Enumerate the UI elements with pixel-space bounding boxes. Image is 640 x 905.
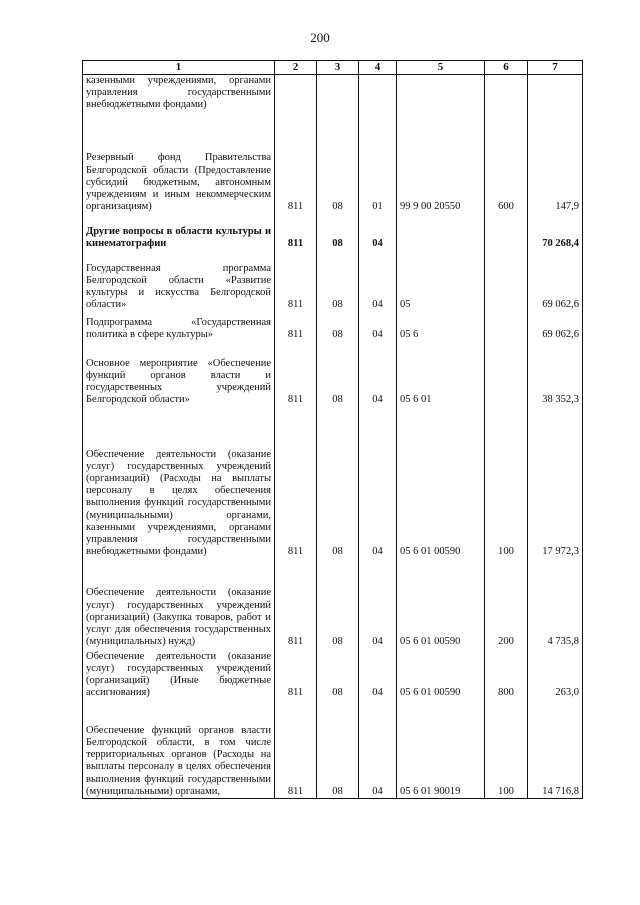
- row-name: Другие вопросы в области культуры и кинематографии: [83, 214, 275, 251]
- page-number: 200: [310, 30, 330, 45]
- row-subsection: [359, 75, 397, 126]
- header-col-3: 3: [317, 61, 359, 75]
- table-row: [83, 214, 583, 251]
- row-name: казенными учреждениями, органами управления государственными внебюджетными фондами): [83, 75, 275, 126]
- row-admin-code: 811: [275, 312, 317, 342]
- row-expense-type: 100: [485, 700, 528, 799]
- row-expense-type: 800: [485, 649, 528, 700]
- row-target-article: 05 6 01 00590: [397, 407, 485, 559]
- row-target-article: 99 9 00 20550: [397, 126, 485, 214]
- row-target-article: [397, 75, 485, 126]
- row-admin-code: 811: [275, 700, 317, 799]
- row-section: 08: [317, 559, 359, 649]
- header-col-4: 4: [359, 61, 397, 75]
- row-name: Обеспечение деятельности (оказание услуг) государственных учреждений (организаций) (Иные бюджетные ассигнования): [83, 649, 275, 700]
- row-subsection: 04: [359, 559, 397, 649]
- row-target-article: 05 6 01 00590: [397, 649, 485, 700]
- budget-table: [82, 60, 583, 799]
- table-row: [83, 75, 583, 126]
- row-target-article: 05 6 01: [397, 342, 485, 407]
- row-amount: 147,9: [528, 126, 583, 214]
- header-col-5: 5: [397, 61, 485, 75]
- row-subsection: 04: [359, 214, 397, 251]
- row-amount: 14 716,8: [528, 700, 583, 799]
- row-expense-type: [485, 342, 528, 407]
- row-section: 08: [317, 214, 359, 251]
- row-section: 08: [317, 649, 359, 700]
- row-section: 08: [317, 126, 359, 214]
- row-amount: 70 268,4: [528, 214, 583, 251]
- row-name: Обеспечение деятельности (оказание услуг) государственных учреждений (организаций) (Расходы на выплаты персоналу в целях обеспечения выполнения функций государственными (муниципальными) органами, казенными учреждениями, органами управления государственными внебюджетными фондами): [83, 407, 275, 559]
- row-subsection: 04: [359, 251, 397, 312]
- row-section: 08: [317, 312, 359, 342]
- row-amount: 69 062,6: [528, 251, 583, 312]
- table-row: [83, 342, 583, 407]
- row-admin-code: 811: [275, 559, 317, 649]
- table-row: [83, 700, 583, 799]
- row-expense-type: [485, 75, 528, 126]
- row-expense-type: [485, 251, 528, 312]
- row-amount: 4 735,8: [528, 559, 583, 649]
- row-name: Государственная программа Белгородской области «Развитие культуры и искусства Белгородской области»: [83, 251, 275, 312]
- row-amount: [528, 75, 583, 126]
- table-row: [83, 559, 583, 649]
- row-admin-code: [275, 75, 317, 126]
- row-subsection: 04: [359, 407, 397, 559]
- row-name: Резервный фонд Правительства Белгородской области (Предоставление субсидий бюджетным, автономным учреждениям и иным некоммерческим организациям): [83, 126, 275, 214]
- row-name: Основное мероприятие «Обеспечение функций органов власти и государственных учреждений Белгородской области»: [83, 342, 275, 407]
- row-amount: 17 972,3: [528, 407, 583, 559]
- row-expense-type: 600: [485, 126, 528, 214]
- row-amount: 38 352,3: [528, 342, 583, 407]
- row-expense-type: [485, 312, 528, 342]
- row-amount: 263,0: [528, 649, 583, 700]
- header-col-1: 1: [83, 61, 275, 75]
- table-row: [83, 312, 583, 342]
- row-admin-code: 811: [275, 342, 317, 407]
- row-admin-code: 811: [275, 251, 317, 312]
- header-col-7: 7: [528, 61, 583, 75]
- table-row: [83, 126, 583, 214]
- row-target-article: 05: [397, 251, 485, 312]
- row-expense-type: 100: [485, 407, 528, 559]
- row-admin-code: 811: [275, 214, 317, 251]
- row-expense-type: [485, 214, 528, 251]
- row-target-article: [397, 214, 485, 251]
- header-col-2: 2: [275, 61, 317, 75]
- header-col-6: 6: [485, 61, 528, 75]
- row-amount: 69 062,6: [528, 312, 583, 342]
- table-row: [83, 407, 583, 559]
- row-admin-code: 811: [275, 126, 317, 214]
- row-subsection: 04: [359, 312, 397, 342]
- row-subsection: 01: [359, 126, 397, 214]
- table-row: [83, 251, 583, 312]
- row-admin-code: 811: [275, 407, 317, 559]
- row-subsection: 04: [359, 700, 397, 799]
- header-row: [83, 61, 583, 75]
- row-name: Подпрограмма «Государственная политика в сфере культуры»: [83, 312, 275, 342]
- row-section: 08: [317, 251, 359, 312]
- table-row: [83, 649, 583, 700]
- row-section: 08: [317, 700, 359, 799]
- row-expense-type: 200: [485, 559, 528, 649]
- row-subsection: 04: [359, 649, 397, 700]
- row-target-article: 05 6: [397, 312, 485, 342]
- row-admin-code: 811: [275, 649, 317, 700]
- row-section: 08: [317, 342, 359, 407]
- row-name: Обеспечение функций органов власти Белгородской области, в том числе территориальных органов (Расходы на выплаты персоналу в целях обеспечения выполнения функций государственными (муниципальными) органами,: [83, 700, 275, 799]
- row-name: Обеспечение деятельности (оказание услуг) государственных учреждений (организаций) (Закупка товаров, работ и услуг для обеспечения государственных (муниципальных) нужд): [83, 559, 275, 649]
- row-section: 08: [317, 407, 359, 559]
- row-subsection: 04: [359, 342, 397, 407]
- row-target-article: 05 6 01 90019: [397, 700, 485, 799]
- row-target-article: 05 6 01 00590: [397, 559, 485, 649]
- row-section: [317, 75, 359, 126]
